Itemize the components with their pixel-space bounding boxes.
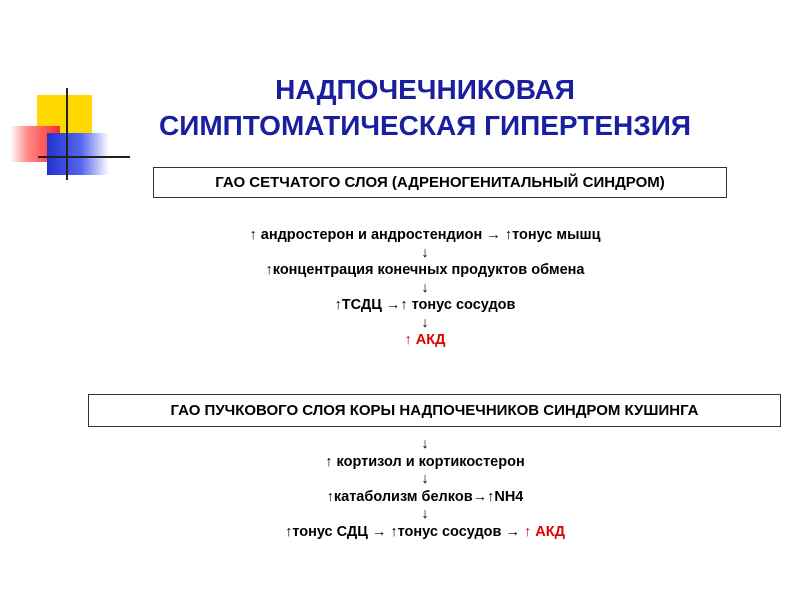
flow-result-akd: ↑ АКД bbox=[404, 332, 446, 348]
slide-title bbox=[120, 72, 730, 144]
flow-line: ↑ТСДЦ →↑ тонус сосудов bbox=[334, 297, 516, 313]
flow-arrow-down: ↓ bbox=[421, 471, 429, 487]
flow-arrow-down: ↓ bbox=[421, 314, 429, 331]
section1-heading-box: ГАО СЕТЧАТОГО СЛОЯ (АДРЕНОГЕНИТАЛЬНЫЙ СИНДРОМ) bbox=[153, 167, 727, 198]
flow-arrow-down: ↓ bbox=[421, 506, 429, 522]
flow-final-prefix: ↑тонус СДЦ → ↑тонус сосудов → bbox=[285, 523, 524, 540]
title-line-2: СИМПТОМАТИЧЕСКАЯ ГИПЕРТЕНЗИЯ bbox=[158, 110, 692, 141]
flow-line-final bbox=[100, 524, 750, 542]
logo-vertical-line bbox=[66, 88, 68, 180]
logo-horizontal-line bbox=[38, 156, 130, 158]
flow-arrow-down: ↓ bbox=[421, 279, 429, 296]
flow-result-akd: ↑ АКД bbox=[524, 523, 565, 540]
section2-flow bbox=[100, 436, 750, 541]
logo-blue-square bbox=[47, 133, 109, 175]
flow-line: ↑ андростерон и андростендион → ↑тонус мышц bbox=[249, 227, 601, 243]
section2-heading-box: ГАО ПУЧКОВОГО СЛОЯ КОРЫ НАДПОЧЕЧНИКОВ СИНДРОМ КУШИНГА bbox=[88, 394, 781, 427]
flow-line: ↑ кортизол и кортикостерон bbox=[325, 453, 525, 470]
section1-flow bbox=[100, 227, 750, 350]
flow-line: ↑концентрация конечных продуктов обмена bbox=[265, 262, 585, 278]
title-line-1: НАДПОЧЕЧНИКОВАЯ bbox=[275, 74, 575, 105]
flow-arrow-down: ↓ bbox=[421, 436, 429, 452]
flow-line: ↑катаболизм белков→↑NH4 bbox=[326, 488, 524, 505]
flow-arrow-down: ↓ bbox=[421, 244, 429, 261]
